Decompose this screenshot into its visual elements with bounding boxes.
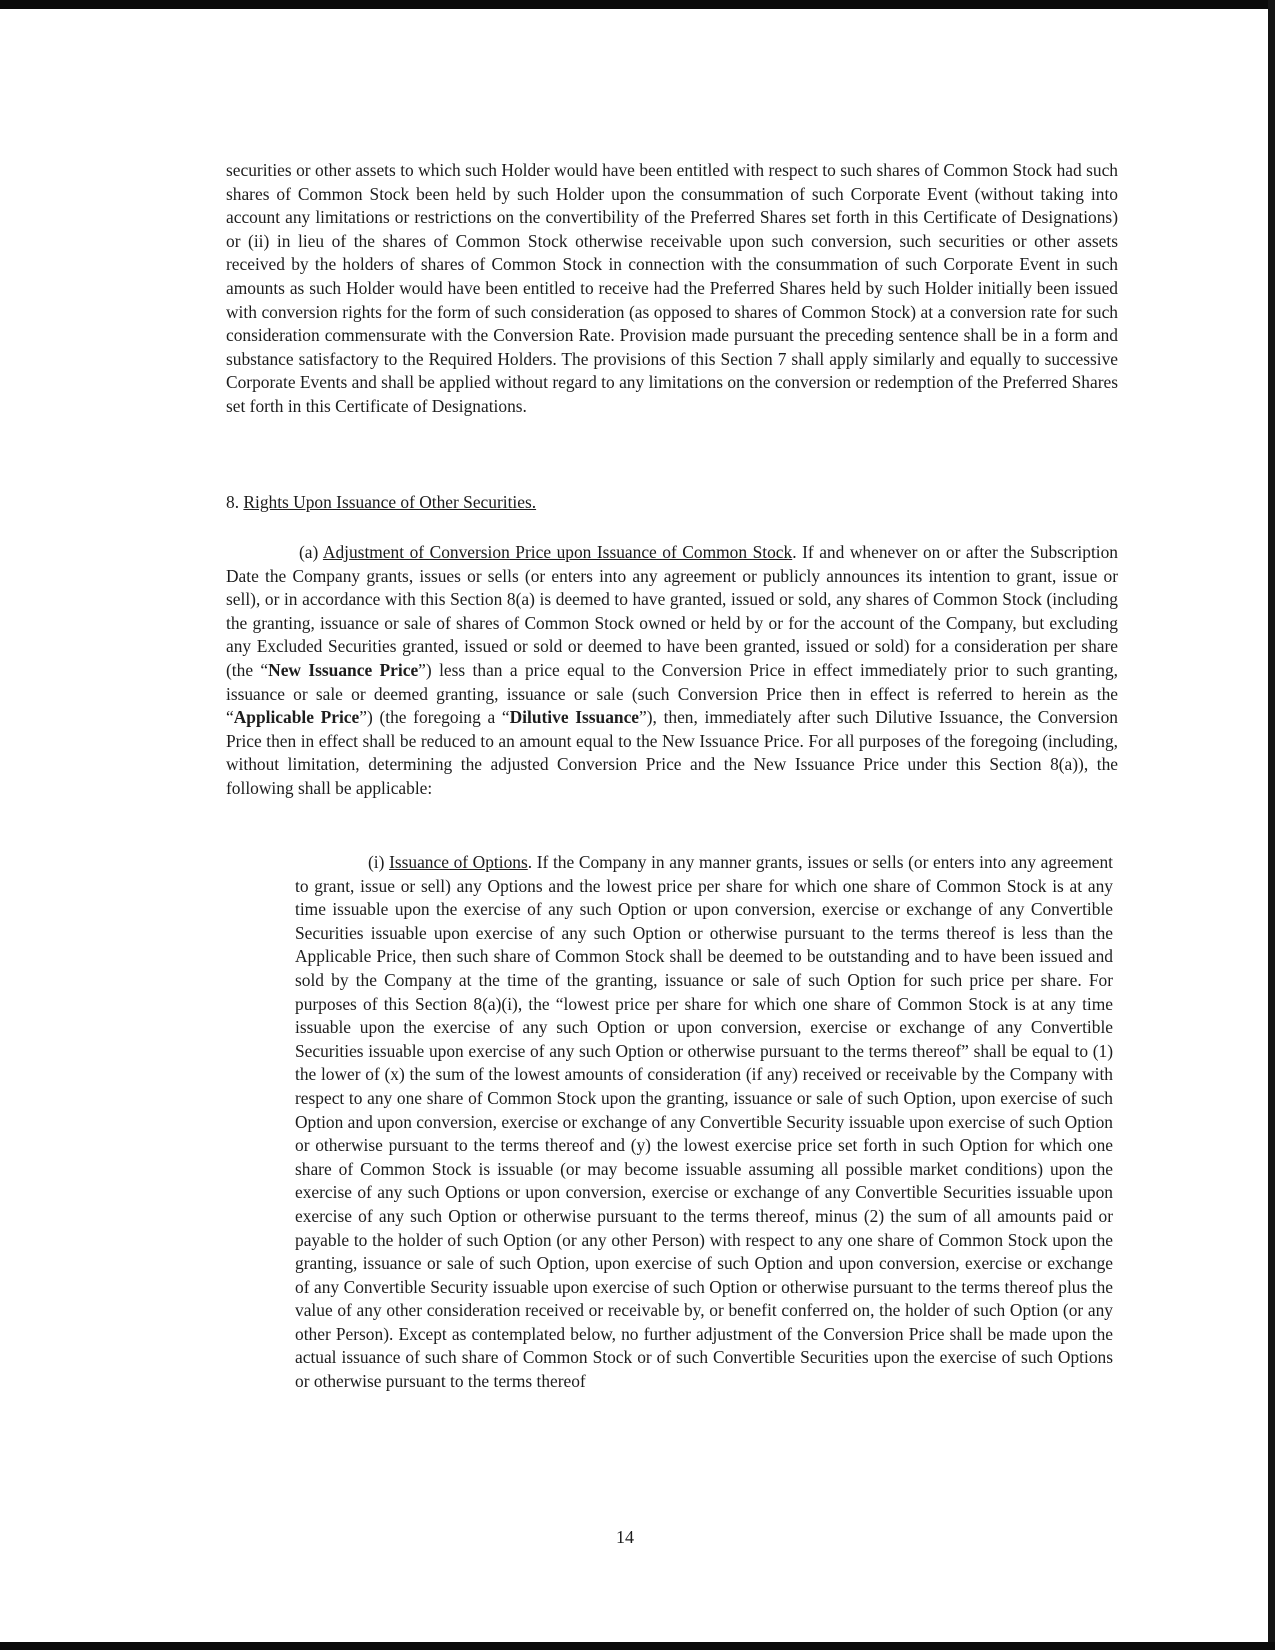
scan-border-top [0,0,1275,9]
paragraph-text: ”), then, immediately after such Dilutive Issuance, the Conversion Price then in effect shall be reduced to an amount equal to the New Issuance Price. For all purposes of the foregoing (including, without limitation, determining the adjusted Conversion Price and the New Issuance Price under this Section 8(a)), the following shall be applicable: [226,707,1118,798]
section-8-heading [226,491,1118,515]
subsection-title: Issuance of Options [389,852,528,872]
paragraph-text: If the Company in any manner grants, issues or sells (or enters into any agreement to grant, issue or sell) any Options and the lowest price per share for which one share of Common Stock is at any time issuable upon the exercise of any such Option or upon conversion, exercise or exchange of any Convertible Securities issuable upon exercise of any such Option or otherwise pursuant to the terms thereof is less than the Applicable Price, then such share of Common Stock shall be deemed to be outstanding and to have been issued and sold by the Company at the time of the granting, issuance or sale of such Option for such price per share. For purposes of this Section 8(a)(i), the “lowest price per share for which one share of Common Stock is at any time issuable upon the exercise of any such Option or upon conversion, exercise or exchange of any Convertible Securities issuable upon exercise of any such Option or otherwise pursuant to the terms thereof” shall be equal to (1) the lower of (x) the sum of the lowest amounts of consideration (if any) received or receivable by the Company with respect to any one share of Common Stock upon the granting, issuance or sale of such Option, upon exercise of such Option and upon conversion, exercise or exchange of any Convertible Security issuable upon exercise of such Option or otherwise pursuant to the terms thereof and (y) the lowest exercise price set forth in such Option for which one share of Common Stock is issuable (or may become issuable assuming all possible market conditions) upon the exercise of any such Options or upon conversion, exercise or exchange of any Convertible Securities issuable upon exercise of any such Option or otherwise pursuant to the terms thereof, minus (2) the sum of all amounts paid or payable to the holder of such Option (or any other Person) with respect to any one share of Common Stock upon the granting, issuance or sale of such Option, upon exercise of such Option and upon conversion, exercise or exchange of any Convertible Security issuable upon exercise of such Option or otherwise pursuant to the terms thereof plus the value of any other consideration received or receivable by, or benefit conferred on, the holder of such Option (or any other Person). Except as contemplated below, no further adjustment of the Conversion Price shall be made upon the actual issuance of such share of Common Stock or of such Convertible Securities upon the exercise of such Options or otherwise pursuant to the terms thereof [295,852,1113,1392]
paragraph-text: If and whenever on or after the Subscription Date the Company grants, issues or sells (or enters into any agreement or publicly announces its intention to grant, issue or sell), or in accordance with this Section 8(a) is deemed to have granted, issued or sold, any shares of Common Stock (including the granting, issuance or sale of shares of Common Stock owned or held by or for the account of the Company, but excluding any Excluded Securities granted, issued or sold or deemed to have been granted, issued or sold) for a consideration per share (the “ [226,542,1118,680]
defined-term: Applicable Price [233,707,360,728]
subsection-label: (i) [368,852,385,872]
section-title: Rights Upon Issuance of Other Securities. [243,492,537,512]
subsection-label: (a) [299,542,319,562]
subsection-title: Adjustment of Conversion Price upon Issuance of Common Stock [322,542,793,562]
paragraph-text: ”) (the foregoing a “ [359,707,510,728]
paragraph-text: securities or other assets to which such Holder would have been entitled with respect to such shares of Common Stock had such shares of Common Stock been held by such Holder upon the consummation of such Corporate Event (without taking into account any limitations or restrictions on the convertibility of the Preferred Shares set forth in this Certificate of Designations) or (ii) in lieu of the shares of Common Stock otherwise receivable upon such conversion, such securities or other assets received by the holders of shares of Common Stock in connection with the consummation of such Corporate Event in such amounts as such Holder would have been entitled to receive had the Preferred Shares held by such Holder initially been issued with conversion rights for the form of such consideration (as opposed to shares of Common Stock) at a conversion rate for such consideration commensurate with the Conversion Rate. Provision made pursuant the preceding sentence shall be in a form and substance satisfactory to the Required Holders. The provisions of this Section 7 shall apply similarly and equally to successive Corporate Events and shall be applied without regard to any limitations on the conversion or redemption of the Preferred Shares set forth in this Certificate of Designations. [226,160,1118,416]
section-8a-paragraph [226,541,1118,801]
page-number: 14 [616,1527,634,1547]
section-number: 8. [226,492,240,512]
defined-term: Dilutive Issuance [509,707,640,728]
title-period: . [527,852,533,872]
continuation-paragraph [226,159,1118,419]
section-8ai-paragraph [295,851,1113,1394]
scan-border-right [1268,0,1275,1650]
title-period: . [792,542,797,562]
paragraph-text: ”) less than a price equal to the Conversion Price in effect immediately prior to such granting, issuance or sale or deemed granting, issuance or sale (such Conversion Price then in effect is referred to herein as the “ [226,659,1118,728]
defined-term: New Issuance Price [268,659,419,680]
scan-border-bottom [0,1642,1275,1650]
